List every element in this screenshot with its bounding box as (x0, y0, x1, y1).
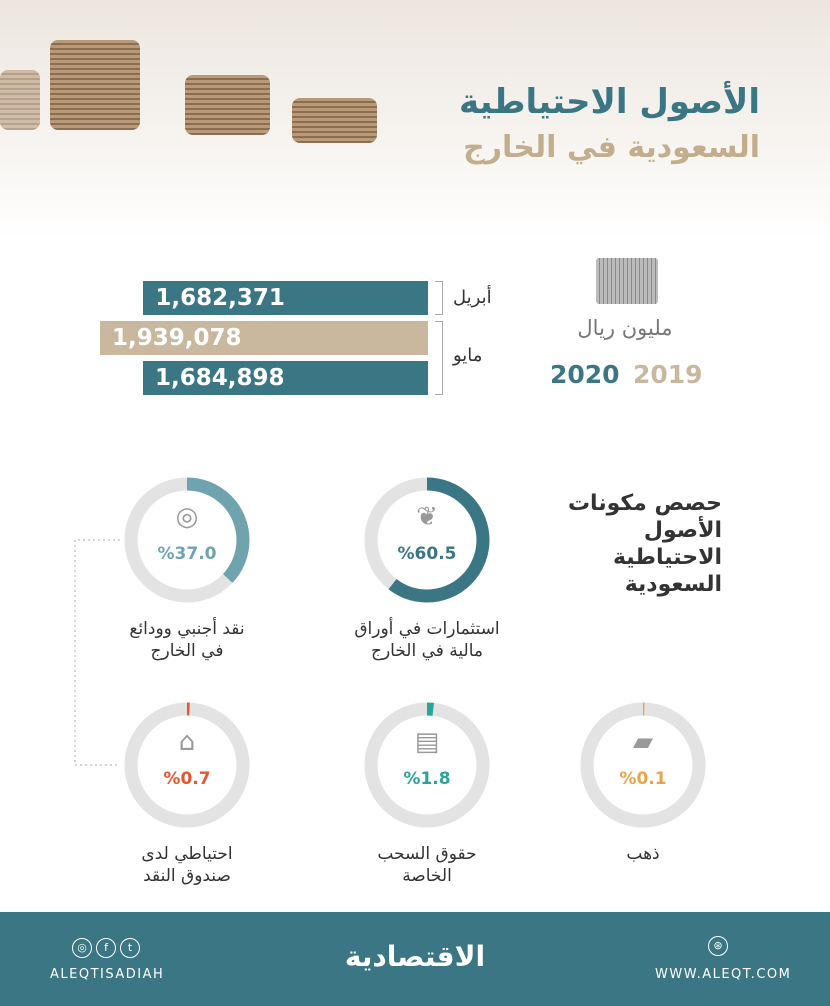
group-label-may: مايو (453, 345, 483, 366)
bank-icon: ⌂ (178, 727, 196, 757)
caption-line: حقوق السحب (377, 844, 477, 864)
globe-icon: ⊛ (708, 936, 728, 956)
caption-line: ذهب (626, 844, 660, 864)
caption-line: نقد أجنبي وودائع (129, 619, 245, 639)
donut-chart (573, 695, 713, 835)
donut-chart (117, 470, 257, 610)
caption-line: استثمارات في أوراق (354, 619, 500, 639)
caption-line: مالية في الخارج (370, 641, 484, 661)
donut-track (371, 709, 483, 821)
bar-2019: 1,939,078 (100, 321, 428, 355)
legend-2020: 2020 (550, 360, 620, 389)
donut-caption (327, 618, 527, 662)
donut-caption (87, 618, 287, 662)
title-line1: الأصول الاحتياطية (458, 82, 760, 122)
website-link[interactable]: WWW.ALEQT.COM (655, 967, 792, 982)
title-line: السعودية (624, 572, 722, 597)
logo: الاقتصادية (344, 940, 486, 973)
unit-label: مليون ريال (577, 316, 673, 340)
donut-percent: %0.7 (163, 769, 211, 789)
donut-caption (87, 843, 287, 887)
atm-icon: ▤ (414, 727, 440, 757)
title-line: الأصول الاحتياطية (612, 518, 722, 570)
title-line2: السعودية في الخارج (463, 130, 760, 165)
donut-percent: %60.5 (397, 544, 457, 564)
title-line: حصص مكونات (567, 491, 722, 516)
legend-2019: 2019 (633, 360, 703, 389)
bar-2020: 1,684,898 (143, 361, 428, 395)
caption-line: صندوق النقد (143, 866, 231, 886)
plant-coin-icon: ❦ (416, 502, 438, 532)
donut-caption (327, 843, 527, 887)
handle[interactable]: ALEQTISADIAH (50, 967, 165, 982)
donut-track (587, 709, 699, 821)
bar-2020: 1,682,371 (143, 281, 428, 315)
coins-icon: ◎ (175, 502, 199, 532)
facebook-icon[interactable]: f (96, 938, 116, 958)
donut-chart (117, 695, 257, 835)
twitter-icon[interactable]: t (120, 938, 140, 958)
gold-bar-icon: ▰ (633, 727, 653, 757)
caption-line: الخاصة (402, 866, 452, 886)
instagram-icon[interactable]: ◎ (72, 938, 92, 958)
caption-line: احتياطي لدى (141, 844, 233, 864)
group-label-april: أبريل (453, 287, 492, 308)
donut-track (131, 709, 243, 821)
footer (0, 912, 830, 1006)
donut-percent: %1.8 (403, 769, 451, 789)
donut-chart (357, 470, 497, 610)
donut-percent: %0.1 (619, 769, 667, 789)
donut-percent: %37.0 (157, 544, 217, 564)
donut-chart (357, 695, 497, 835)
social-icons (70, 936, 142, 958)
caption-line: في الخارج (150, 641, 224, 661)
donut-caption (543, 843, 743, 865)
